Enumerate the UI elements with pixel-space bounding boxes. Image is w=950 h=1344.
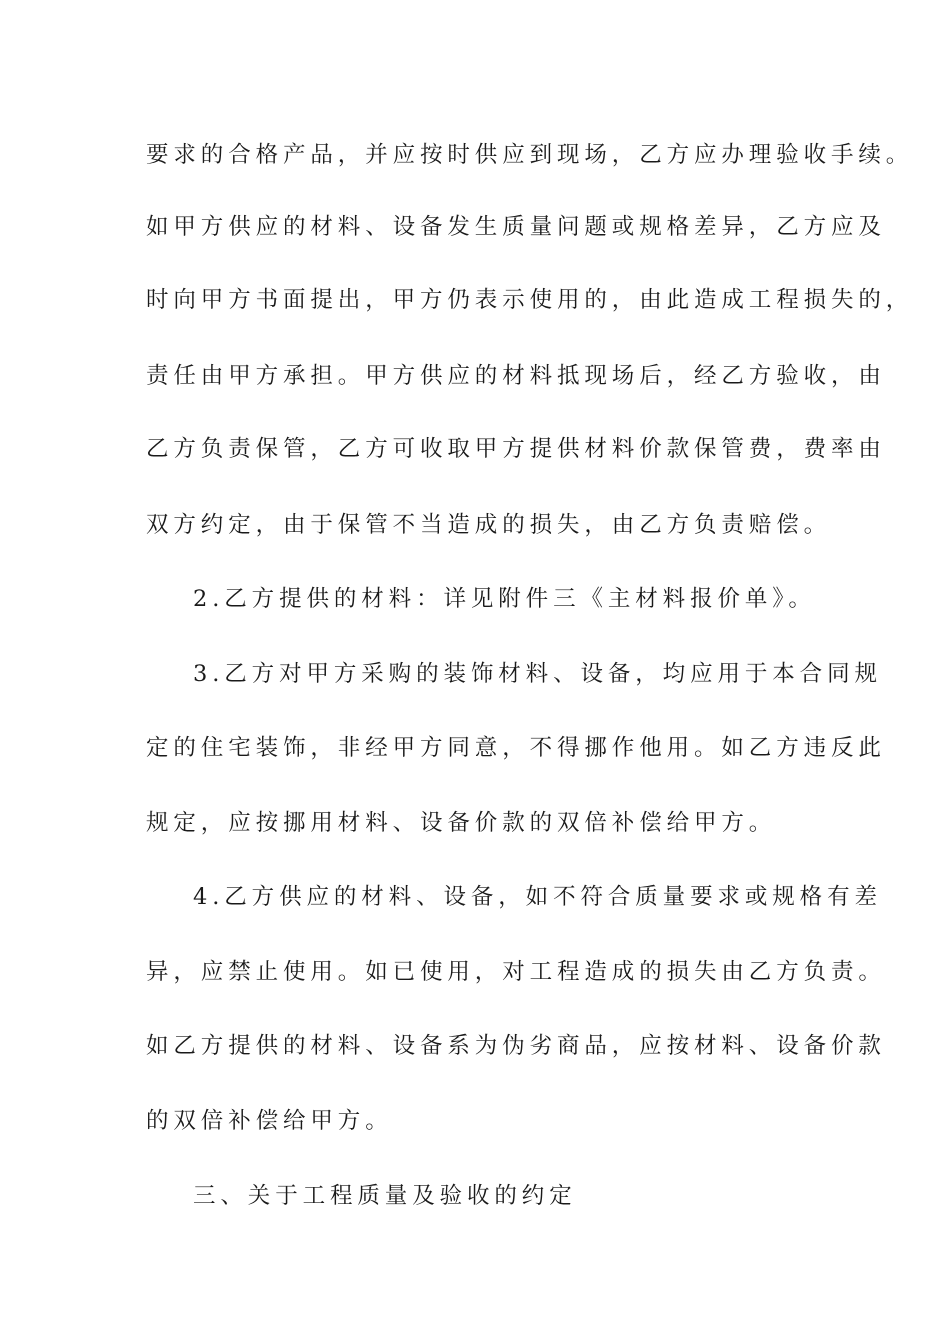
paragraph-line: 时向甲方书面提出，甲方仍表示使用的，由此造成工程损失的， <box>146 287 914 313</box>
paragraph-line: 乙方负责保管，乙方可收取甲方提供材料价款保管费，费率由 <box>146 436 886 462</box>
clause-2-line: 2.乙方提供的材料：详见附件三《主材料报价单》。 <box>193 586 816 612</box>
section-heading: 三、关于工程质量及验收的约定 <box>193 1183 577 1209</box>
paragraph-line: 异，应禁止使用。如已使用，对工程造成的损失由乙方负责。 <box>146 959 886 985</box>
paragraph-line: 要求的合格产品，并应按时供应到现场，乙方应办理验收手续。 <box>146 142 914 168</box>
clause-4-line: 4.乙方供应的材料、设备，如不符合质量要求或规格有差 <box>193 884 882 910</box>
paragraph-line: 如甲方供应的材料、设备发生质量问题或规格差异，乙方应及 <box>146 214 886 240</box>
paragraph-line: 如乙方提供的材料、设备系为伪劣商品，应按材料、设备价款 <box>146 1033 886 1059</box>
paragraph-line: 责任由甲方承担。甲方供应的材料抵现场后，经乙方验收，由 <box>146 363 886 389</box>
paragraph-line: 定的住宅装饰，非经甲方同意，不得挪作他用。如乙方违反此 <box>146 735 886 761</box>
paragraph-line: 规定，应按挪用材料、设备价款的双倍补偿给甲方。 <box>146 810 777 836</box>
clause-3-line: 3.乙方对甲方采购的装饰材料、设备，均应用于本合同规 <box>193 661 882 687</box>
paragraph-line: 双方约定，由于保管不当造成的损失，由乙方负责赔偿。 <box>146 512 832 538</box>
paragraph-line: 的双倍补偿给甲方。 <box>146 1108 393 1134</box>
